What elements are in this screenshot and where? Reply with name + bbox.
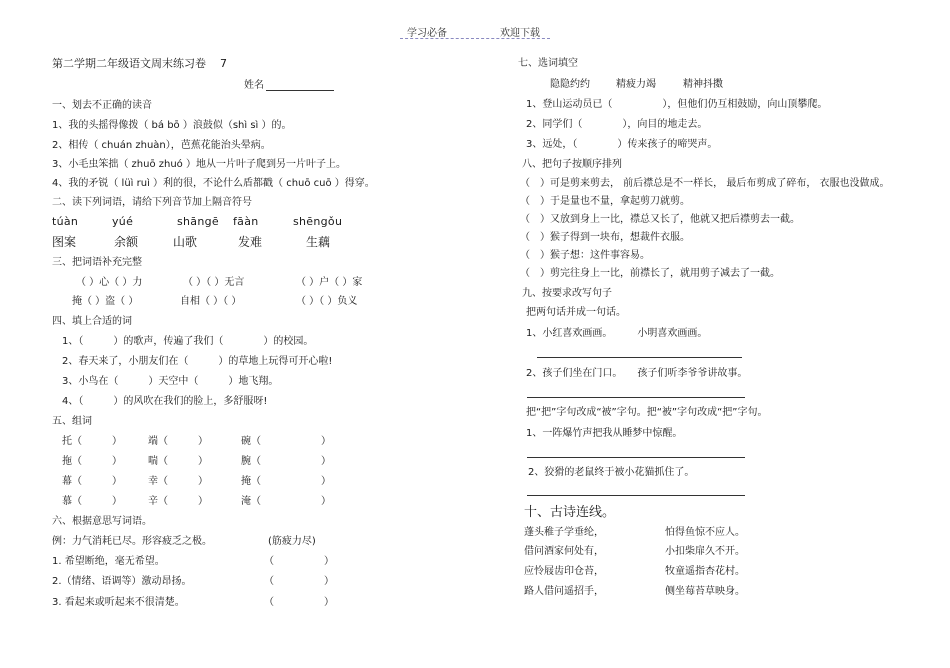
s8-item-4: （ ）猴子得到一块布，想裁件衣服。 <box>520 232 690 243</box>
s5-r4-c1: 慕（ ） <box>62 496 122 507</box>
page-title-text: 第二学期二年级语文周末练习卷 <box>52 57 206 70</box>
s4-item-1: 1、（ ）的歌声，传遍了我们（ ）的校园。 <box>62 336 314 347</box>
s7-item-3: 3、远处，（ ）传来孩子的啼哭声。 <box>526 139 718 150</box>
s4-item-2: 2、春天来了，小朋友们在（ ）的草地上玩得可开心啦! <box>62 356 333 367</box>
s2-pinyin-1: túàn <box>52 215 79 228</box>
s6-blank-3[interactable]: （ ） <box>264 597 334 608</box>
s2-pinyin-5: shēngǒu <box>293 215 343 228</box>
s8-item-2: （ ）于是量也不量，拿起剪刀就剪。 <box>520 196 690 207</box>
s5-r3-c1: 幕（ ） <box>62 476 122 487</box>
s6-item-3: 3. 看起来或听起来不很清楚。 <box>52 597 185 608</box>
section-9-title: 九、按要求改写句子 <box>522 288 612 299</box>
s1-item-2: 2、相传（ chuán zhuàn），芭蕉花能治头晕病。 <box>52 140 271 151</box>
poem-left-4[interactable]: 路人借问遥招手， <box>524 586 604 597</box>
header-left-text: 学习必备 <box>407 28 447 39</box>
s5-r2-c1: 拖（ ） <box>62 456 122 467</box>
poem-right-1[interactable]: 怕得鱼惊不应人。 <box>665 527 745 538</box>
s5-r1-c3: 碗（ ） <box>241 436 331 447</box>
s5-r2-c3: 腕（ ） <box>241 456 331 467</box>
s5-r3-c3: 掩（ ） <box>241 476 331 487</box>
s2-word-5: 生藕 <box>306 235 331 249</box>
s5-r3-c2: 幸（ ） <box>148 476 208 487</box>
section-10-title: 十、古诗连线。 <box>524 505 616 520</box>
s2-word-1: 图案 <box>52 235 77 249</box>
s5-r1-c1: 托（ ） <box>62 436 122 447</box>
s6-example-answer: (筋疲力尽) <box>268 536 316 547</box>
s9-sub-2: 把“把”字句改成“被”字句。把“被”字句改成“把”字句。 <box>526 407 768 418</box>
poem-right-3[interactable]: 牧童遥指杏花村。 <box>665 566 745 577</box>
s7-item-2: 2、同学们（ ），向目的地走去。 <box>526 119 708 130</box>
section-4-title: 四、填上合适的词 <box>52 316 132 327</box>
s3-row1-a: （ ）心（ ）力 <box>76 277 143 288</box>
s5-r4-c2: 辛（ ） <box>148 496 208 507</box>
name-field[interactable] <box>266 90 334 91</box>
s9-answer-line-2[interactable] <box>527 397 745 398</box>
s9-item-1: 1、小红喜欢画画。 小明喜欢画画。 <box>526 328 708 339</box>
s4-item-3: 3、小鸟在（ ）天空中（ ）地飞翔。 <box>62 376 279 387</box>
poem-right-2[interactable]: 小扣柴扉久不开。 <box>665 546 745 557</box>
s4-item-4: 4、（ ）的风吹在我们的脸上，多舒服呀! <box>62 396 268 407</box>
s9-answer-line-3[interactable] <box>527 457 745 458</box>
s3-row1-c: （ ）户（ ）家 <box>296 277 363 288</box>
s8-item-3: （ ）又放到身上一比，襟总又长了，他就又把后襟剪去一截。 <box>520 214 800 225</box>
section-1-title: 一、划去不正确的读音 <box>52 100 152 111</box>
header-underline <box>400 38 550 39</box>
s6-example: 例：力气消耗已尽。形容疲乏之极。 <box>52 536 212 547</box>
s3-row2-b: 自相（ ）（ ） <box>180 296 242 307</box>
s7-choice-3: 精神抖擞 <box>683 79 723 90</box>
s9-answer-line-1[interactable] <box>537 357 742 358</box>
s2-word-4: 发难 <box>238 235 263 249</box>
page-title <box>52 58 227 70</box>
poem-right-4[interactable]: 侧坐莓苔草映身。 <box>665 586 745 597</box>
page-title-number: 7 <box>220 57 227 70</box>
s2-pinyin-2: yúé <box>112 215 134 228</box>
s6-item-2: 2.（情绪、语调等）激动昂扬。 <box>52 576 192 587</box>
section-2-title: 二、读下列词语，请给下列音节加上隔音符号 <box>52 197 252 208</box>
section-6-title: 六、根据意思写词语。 <box>52 516 152 527</box>
s7-item-1: 1、登山运动员已（ ），但他们仍互相鼓励，向山顶攀爬。 <box>526 99 828 110</box>
poem-left-2[interactable]: 借问酒家何处有， <box>524 546 604 557</box>
section-5-title: 五、组词 <box>52 416 92 427</box>
s1-item-3: 3、小毛虫笨拙（ zhuō zhuó ）地从一片叶子爬到另一片叶子上。 <box>52 159 346 170</box>
s6-blank-2[interactable]: （ ） <box>264 576 334 587</box>
s9-item-3: 1、一阵爆竹声把我从睡梦中惊醒。 <box>526 428 683 439</box>
s5-r4-c3: 淹（ ） <box>241 496 331 507</box>
s1-item-1: 1、我的头摇得像拨（ bá bō ）浪鼓似（shì sì ）的。 <box>52 120 292 131</box>
s5-r2-c2: 喘（ ） <box>148 456 208 467</box>
poem-left-3[interactable]: 应怜屐齿印仓苔， <box>524 566 604 577</box>
s9-item-4: 2、狡猾的老鼠终于被小花猫抓住了。 <box>528 467 695 478</box>
s2-word-3: 山歌 <box>173 235 198 249</box>
s2-pinyin-3: shāngē <box>177 215 219 228</box>
s2-pinyin-4: fāàn <box>233 215 259 228</box>
s5-r1-c2: 端（ ） <box>148 436 208 447</box>
poem-left-1[interactable]: 蓬头稚子学垂纶， <box>524 527 604 538</box>
s8-item-5: （ ）猴子想：这件事容易。 <box>520 250 650 261</box>
section-8-title: 八、把句子按顺序排列 <box>522 159 622 170</box>
header-right-text: 欢迎下载 <box>500 28 540 39</box>
s6-item-1: 1. 希望断绝，毫无希望。 <box>52 556 165 567</box>
name-label: 姓名 <box>244 80 264 91</box>
s7-choice-2: 精疲力竭 <box>616 79 656 90</box>
s3-row2-c: （ ）（ ）负义 <box>296 296 358 307</box>
section-3-title: 三、把词语补充完整 <box>52 257 142 268</box>
s9-answer-line-4[interactable] <box>527 495 745 496</box>
s9-item-2: 2、孩子们坐在门口。 孩子们听李爷爷讲故事。 <box>526 368 748 379</box>
s7-choice-1: 隐隐约约 <box>550 79 590 90</box>
s1-item-4: 4、我的矛锐（ lüì ruì ）利的很，不论什么盾都戳（ chuō cuō ）得穿。 <box>52 178 375 189</box>
s3-row1-b: （ ）（ ）无言 <box>183 277 245 288</box>
s9-sub-1: 把两句话并成一句话。 <box>526 307 626 318</box>
s8-item-6: （ ）剪完往身上一比，前襟长了，就用剪子减去了一截。 <box>520 268 780 279</box>
s8-item-1: （ ）可是剪来剪去， 前后襟总是不一样长， 最后布剪成了碎布， 衣服也没做成。 <box>520 178 890 189</box>
section-7-title: 七、选词填空 <box>518 58 578 69</box>
s3-row2-a: 掩（ ）盗（ ） <box>72 296 139 307</box>
s6-blank-1[interactable]: （ ） <box>264 556 334 567</box>
s2-word-2: 余额 <box>114 235 139 249</box>
